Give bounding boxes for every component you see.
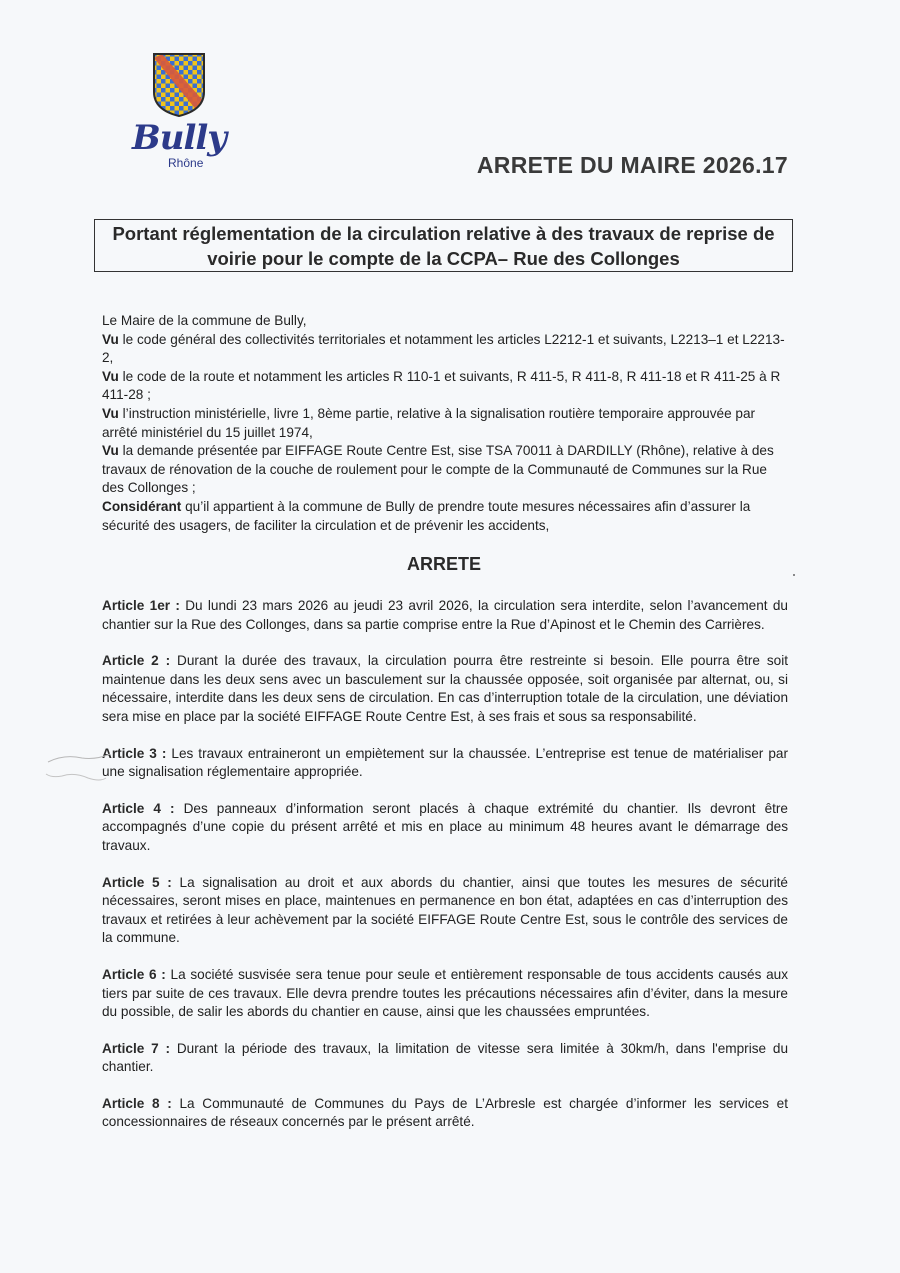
preamble-item: [102, 442, 788, 498]
article-text: Les travaux entraineront un empiètement sur la chaussée. L’entreprise est tenue de matérialiser par une signalisation réglementaire appropriée.: [102, 745, 788, 780]
preamble-item: [102, 498, 788, 535]
preamble-text: l’instruction ministérielle, livre 1, 8ème partie, relative à la signalisation routière temporaire approuvée par arrêté ministériel du 15 juillet 1974,: [102, 405, 756, 440]
logo-region: Rhône: [168, 156, 204, 170]
article-label: Article 6 :: [102, 966, 166, 982]
article-label: Article 3 :: [102, 745, 167, 761]
article-text: Des panneaux d’information seront placés à chaque extrémité du chantier. Ils devront être accompagnés d’une copie du présent arrêté et mis en place au minimum 48 heures avant le démarrage des travaux.: [102, 800, 788, 853]
article-text: La Communauté de Communes du Pays de L’Arbresle est chargée d’informer les services et concessionnaires de réseaux concernés par le présent arrêté.: [102, 1095, 788, 1130]
municipality-logo: [128, 52, 228, 184]
preamble-lead: Vu: [102, 331, 119, 347]
article-label: Article 4 :: [102, 800, 175, 816]
preamble-text: le code de la route et notamment les articles R 110-1 et suivants, R 411-5, R 411-8, R 411-18 et R 411-25 à R 411-28 ;: [102, 368, 781, 403]
subject-line-2: voirie pour le compte de la CCPA– Rue des Collonges: [207, 247, 680, 269]
article-7: [102, 1040, 788, 1077]
article-label: Article 2 :: [102, 653, 171, 669]
preamble-item: [102, 405, 788, 442]
article-label: Article 7 :: [102, 1040, 171, 1056]
article-1: [102, 597, 788, 634]
article-text: La société susvisée sera tenue pour seule et entièrement responsable de tous accidents causés aux tiers par suite de ces travaux. Elle devra prendre toutes les précautions nécessaires afin d’éviter, dans la mesure du possible, de salir les abords du chantier en cause, ainsi que les chaussées empruntées.: [102, 966, 788, 1020]
preamble-lead: Considérant: [102, 498, 182, 514]
decision-heading: ARRETE: [406, 554, 481, 574]
article-label: Article 8 :: [102, 1095, 172, 1111]
preamble-text: la demande présentée par EIFFAGE Route Centre Est, sise TSA 70011 à DARDILLY (Rhône), relative à des travaux de rénovation de la couche de roulement pour le compte de la Communauté de Communes sur la Rue des Collonges ;: [102, 443, 774, 496]
preamble-intro: Le Maire de la commune de Bully,: [102, 313, 307, 328]
articles: [102, 597, 788, 1150]
article-label: Article 1er :: [102, 598, 180, 613]
article-text: Durant la période des travaux, la limitation de vitesse sera limitée à 30km/h, dans l'emprise du chantier.: [102, 1040, 789, 1075]
article-label: Article 5 :: [102, 874, 172, 890]
preamble-text: le code général des collectivités territoriales et notamment les articles L2212-1 et suivants, L2213–1 et L2213-2,: [102, 331, 785, 366]
article-text: Du lundi 23 mars 2026 au jeudi 23 avril 2026, la circulation sera interdite, selon l’avancement du chantier sur la Rue des Collonges, dans sa partie comprise entre la Rue d’Apinost et le Chemin des Carrières.: [102, 598, 788, 632]
article-4: [102, 800, 788, 856]
document-title: ARRETE DU MAIRE 2026.17: [476, 152, 788, 178]
article-3: [102, 745, 788, 782]
preamble-item: [102, 368, 788, 405]
preamble: [102, 312, 788, 535]
preamble-text: qu’il appartient à la commune de Bully de prendre toute mesures nécessaires afin d’assurer la sécurité des usagers, de faciliter la circulation et de prévenir les accidents,: [102, 498, 751, 533]
subject-box: [94, 219, 793, 272]
article-text: La signalisation au droit et aux abords du chantier, ainsi que toutes les mesures de sécurité nécessaires, seront mises en place, maintenues en permanence en bon état, adaptées en cas d’interruption des travaux et retirées à leur achèvement par la société EIFFAGE Route Centre Est, sous le contrôle des services de la commune.: [102, 874, 788, 946]
logo-wordmark: Bully: [132, 118, 227, 158]
article-text: Durant la durée des travaux, la circulation pourra être restreinte si besoin. Elle pourra être soit maintenue dans les deux sens avec un basculement sur la chaussée opposée, soit organisée par alternat, ou, si nécessaire, interdite dans les deux sens de circulation. En cas d’interruption totale de la circulation, une déviation sera mise en place par la société EIFFAGE Route Centre Est, à ses frais et sous sa responsabilité.: [102, 653, 788, 724]
article-5: [102, 874, 788, 948]
coat-of-arms-icon: [152, 52, 206, 118]
preamble-lead: Vu: [102, 405, 119, 421]
preamble-lead: Vu: [102, 443, 119, 459]
article-6: [102, 966, 788, 1022]
preamble-lead: Vu: [102, 368, 119, 384]
article-2: [102, 652, 788, 726]
pencil-mark-icon: [44, 748, 124, 788]
subject-line-1: Portant réglementation de la circulation relative à des travaux de reprise de: [112, 222, 775, 244]
preamble-item: [102, 331, 788, 368]
article-8: [102, 1095, 788, 1132]
